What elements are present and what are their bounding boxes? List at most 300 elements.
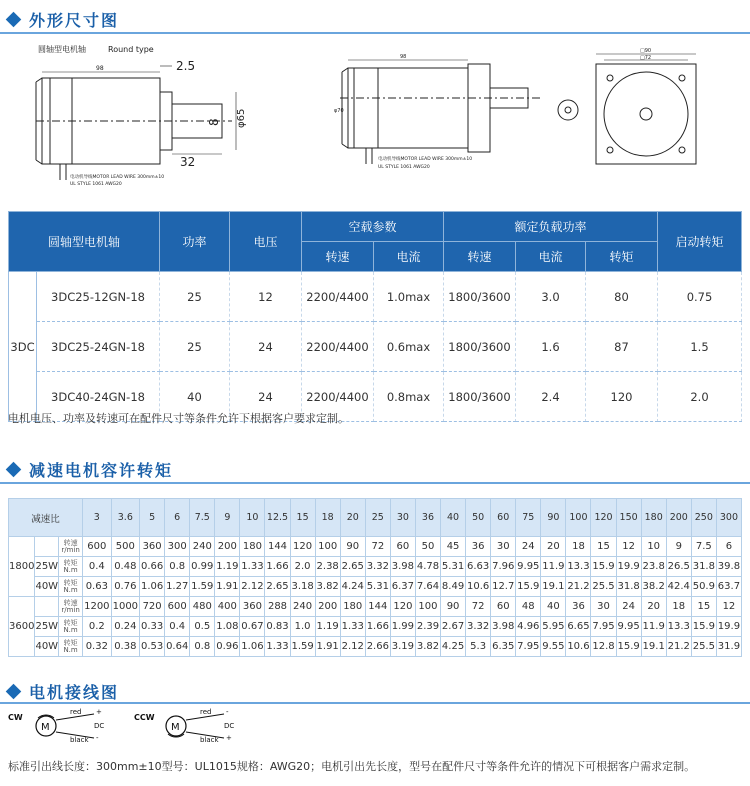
rpm-cell: 200 xyxy=(215,537,240,557)
torque-label-bottom: N.m xyxy=(63,645,78,654)
rpm-cell: 120 xyxy=(390,597,415,617)
rpm-cell: 15 xyxy=(591,537,616,557)
rpm-label-bottom: r/min xyxy=(61,545,80,554)
header-noload-speed: 转速 xyxy=(302,242,374,272)
rpm-cell: 50 xyxy=(415,537,440,557)
rpm-cell: 18 xyxy=(666,597,691,617)
torque-label-bottom: N.m xyxy=(63,585,78,594)
torque-cell: 1.33 xyxy=(240,557,265,577)
noload-current-cell: 0.6max xyxy=(374,322,444,372)
power-cell: 25 xyxy=(160,322,230,372)
header-rated: 额定负载功率 xyxy=(444,212,658,242)
torque-label-top: 转矩 xyxy=(63,638,78,647)
torque-cell: 1.59 xyxy=(190,577,215,597)
header-noload: 空载参数 xyxy=(302,212,444,242)
torque-label xyxy=(59,617,83,637)
torque-cell: 1.27 xyxy=(165,577,190,597)
table-row xyxy=(9,597,742,617)
rpm-cell: 7.5 xyxy=(691,537,716,557)
torque-cell: 0.67 xyxy=(240,617,265,637)
diamond-bullet-icon xyxy=(6,684,22,700)
ratio-cell: 150 xyxy=(616,499,641,537)
rated-torque-cell: 87 xyxy=(586,322,658,372)
torque-label xyxy=(59,557,83,577)
torque-cell: 15.9 xyxy=(516,577,541,597)
ratio-cell: 30 xyxy=(390,499,415,537)
torque-cell: 11.9 xyxy=(641,617,666,637)
torque-cell: 15.9 xyxy=(616,637,641,657)
rpm-cell: 20 xyxy=(641,597,666,617)
torque-cell: 9.95 xyxy=(616,617,641,637)
model-cell: 3DC25-24GN-18 xyxy=(37,322,160,372)
dim-72: □72 xyxy=(640,55,652,61)
noload-speed-cell: 2200/4400 xyxy=(302,372,374,422)
torque-cell: 26.5 xyxy=(666,557,691,577)
lead-wire-label-side: 电动机导线MOTOR LEAD WIRE 300mm±10 xyxy=(378,157,473,162)
cw-label: CW xyxy=(8,713,23,722)
torque-cell: 7.95 xyxy=(591,617,616,637)
header-rated-current: 电流 xyxy=(516,242,586,272)
torque-cell: 0.96 xyxy=(215,637,240,657)
rpm-cell: 180 xyxy=(340,597,365,617)
torque-cell: 1.06 xyxy=(140,577,165,597)
dc-label: DC xyxy=(224,722,235,730)
torque-cell: 6.35 xyxy=(491,637,516,657)
rpm-cell: 720 xyxy=(140,597,165,617)
ratio-cell: 100 xyxy=(566,499,591,537)
drawing-label-en: Round type xyxy=(108,45,154,54)
speed-group-cell: 3600 xyxy=(9,597,35,657)
torque-cell: 19.1 xyxy=(641,637,666,657)
noload-current-cell: 0.8max xyxy=(374,372,444,422)
torque-cell: 1.19 xyxy=(315,617,340,637)
torque-cell: 0.24 xyxy=(111,617,140,637)
torque-cell: 1.19 xyxy=(215,557,240,577)
rpm-cell: 300 xyxy=(165,537,190,557)
front-view-drawing xyxy=(36,66,236,180)
torque-cell: 5.31 xyxy=(441,557,466,577)
lead-wire-style-side: UL STYLE 1061 AWG20 xyxy=(378,165,430,170)
dim-98: 98 xyxy=(96,65,104,72)
customization-note: 电机电压、功率及转速可在配件尺寸等条件允许下根据客户要求定制。 xyxy=(8,412,349,425)
torque-cell: 31.9 xyxy=(716,637,741,657)
torque-cell: 25.5 xyxy=(591,577,616,597)
torque-cell: 0.66 xyxy=(140,557,165,577)
voltage-cell: 12 xyxy=(230,272,302,322)
minus-label: - xyxy=(96,734,99,742)
blank-cell xyxy=(35,597,59,617)
torque-cell: 5.3 xyxy=(466,637,491,657)
ratio-cell: 12.5 xyxy=(265,499,290,537)
section-divider xyxy=(0,482,750,484)
torque-cell: 0.2 xyxy=(83,617,112,637)
torque-cell: 0.8 xyxy=(165,557,190,577)
diamond-bullet-icon xyxy=(6,12,22,28)
motor-cw-letter: M xyxy=(41,722,50,733)
torque-cell: 9.55 xyxy=(541,637,566,657)
dim-2-5: 2.5 xyxy=(176,59,196,73)
minus-label: - xyxy=(226,708,229,716)
rpm-label xyxy=(59,597,83,617)
rpm-cell: 600 xyxy=(83,537,112,557)
rated-speed-cell: 1800/3600 xyxy=(444,322,516,372)
table-row xyxy=(9,272,742,322)
torque-cell: 1.08 xyxy=(215,617,240,637)
torque-cell: 23.8 xyxy=(641,557,666,577)
side-view-drawing xyxy=(340,60,578,164)
plus-label: + xyxy=(226,734,232,742)
torque-cell: 21.2 xyxy=(666,637,691,657)
dim-90: □90 xyxy=(640,48,652,54)
rated-current-cell: 1.6 xyxy=(516,322,586,372)
group-cell: 3DC xyxy=(9,272,37,422)
noload-current-cell: 1.0max xyxy=(374,272,444,322)
torque-cell: 10.6 xyxy=(466,577,491,597)
rpm-cell: 600 xyxy=(165,597,190,617)
torque-label-bottom: N.m xyxy=(63,565,78,574)
rated-speed-cell: 1800/3600 xyxy=(444,372,516,422)
ratio-cell: 50 xyxy=(466,499,491,537)
rpm-cell: 45 xyxy=(441,537,466,557)
torque-cell: 3.98 xyxy=(390,557,415,577)
torque-cell: 0.53 xyxy=(140,637,165,657)
torque-cell: 31.8 xyxy=(616,577,641,597)
power-label: 40W xyxy=(35,637,59,657)
lead-wire-style: UL STYLE 1061 AWG20 xyxy=(70,182,122,187)
rpm-cell: 48 xyxy=(516,597,541,617)
ratio-cell: 3.6 xyxy=(111,499,140,537)
lead-wire-label: 电动机导线MOTOR LEAD WIRE 300mm±10 xyxy=(70,175,165,180)
model-cell: 3DC25-12GN-18 xyxy=(37,272,160,322)
torque-cell: 3.32 xyxy=(365,557,390,577)
section-divider xyxy=(0,32,750,34)
rpm-cell: 144 xyxy=(365,597,390,617)
ratio-cell: 10 xyxy=(240,499,265,537)
torque-cell: 1.33 xyxy=(340,617,365,637)
torque-cell: 0.48 xyxy=(111,557,140,577)
dc-label: DC xyxy=(94,722,105,730)
start-torque-cell: 1.5 xyxy=(658,322,742,372)
rpm-cell: 18 xyxy=(566,537,591,557)
blank-cell xyxy=(35,537,59,557)
torque-label xyxy=(59,577,83,597)
torque-cell: 31.8 xyxy=(691,557,716,577)
torque-cell: 7.96 xyxy=(491,557,516,577)
torque-cell: 2.65 xyxy=(265,577,290,597)
wiring-diagram xyxy=(8,704,308,744)
torque-cell: 4.24 xyxy=(340,577,365,597)
table-row xyxy=(9,537,742,557)
power-label: 25W xyxy=(35,557,59,577)
rpm-label-bottom: r/min xyxy=(61,605,80,614)
rpm-label-top: 转速 xyxy=(63,598,78,607)
diamond-bullet-icon xyxy=(6,462,22,478)
ratio-cell: 75 xyxy=(516,499,541,537)
spec-table xyxy=(8,211,742,422)
power-label: 25W xyxy=(35,617,59,637)
plus-label: + xyxy=(96,708,102,716)
reduction-torque-table xyxy=(8,498,742,657)
header-start-torque: 启动转矩 xyxy=(658,212,742,272)
motor-ccw-letter: M xyxy=(171,722,180,733)
ratio-cell: 7.5 xyxy=(190,499,215,537)
torque-cell: 6.65 xyxy=(566,617,591,637)
rpm-cell: 1200 xyxy=(83,597,112,617)
rpm-cell: 90 xyxy=(441,597,466,617)
torque-label-top: 转矩 xyxy=(63,618,78,627)
rpm-cell: 60 xyxy=(390,537,415,557)
torque-cell: 19.9 xyxy=(716,617,741,637)
table-row xyxy=(9,617,742,637)
ratio-cell: 120 xyxy=(591,499,616,537)
ratio-cell: 5 xyxy=(140,499,165,537)
flange-view-drawing xyxy=(596,54,696,164)
torque-cell: 42.4 xyxy=(666,577,691,597)
torque-cell: 2.66 xyxy=(365,637,390,657)
torque-cell: 15.9 xyxy=(691,617,716,637)
torque-label-bottom: N.m xyxy=(63,625,78,634)
rpm-cell: 1000 xyxy=(111,597,140,617)
torque-cell: 1.33 xyxy=(265,637,290,657)
dimension-drawings xyxy=(0,40,750,200)
torque-cell: 0.33 xyxy=(140,617,165,637)
torque-cell: 19.1 xyxy=(541,577,566,597)
rated-torque-cell: 80 xyxy=(586,272,658,322)
torque-cell: 3.18 xyxy=(290,577,315,597)
torque-cell: 0.99 xyxy=(190,557,215,577)
torque-cell: 3.82 xyxy=(415,637,440,657)
torque-cell: 2.38 xyxy=(315,557,340,577)
torque-cell: 1.66 xyxy=(365,617,390,637)
torque-cell: 0.5 xyxy=(190,617,215,637)
torque-cell: 1.91 xyxy=(315,637,340,657)
rpm-cell: 400 xyxy=(215,597,240,617)
torque-cell: 6.63 xyxy=(466,557,491,577)
ratio-cell: 9 xyxy=(215,499,240,537)
ratio-cell: 200 xyxy=(666,499,691,537)
torque-cell: 63.7 xyxy=(716,577,741,597)
rpm-cell: 360 xyxy=(140,537,165,557)
torque-cell: 3.32 xyxy=(466,617,491,637)
torque-cell: 10.6 xyxy=(566,637,591,657)
rated-speed-cell: 1800/3600 xyxy=(444,272,516,322)
ratio-label: 减速比 xyxy=(9,499,83,537)
torque-cell: 0.32 xyxy=(83,637,112,657)
table-row xyxy=(9,322,742,372)
dim-65: φ65 xyxy=(236,108,247,128)
torque-cell: 0.83 xyxy=(265,617,290,637)
torque-cell: 7.95 xyxy=(516,637,541,657)
torque-cell: 1.59 xyxy=(290,637,315,657)
torque-cell: 1.66 xyxy=(265,557,290,577)
torque-cell: 6.37 xyxy=(390,577,415,597)
rpm-cell: 20 xyxy=(541,537,566,557)
header-noload-current: 电流 xyxy=(374,242,444,272)
header-power: 功率 xyxy=(160,212,230,272)
ratio-cell: 90 xyxy=(541,499,566,537)
ratio-cell: 250 xyxy=(691,499,716,537)
torque-cell: 38.2 xyxy=(641,577,666,597)
torque-cell: 2.12 xyxy=(340,637,365,657)
torque-cell: 0.76 xyxy=(111,577,140,597)
torque-cell: 0.4 xyxy=(83,557,112,577)
torque-cell: 15.9 xyxy=(591,557,616,577)
table-row xyxy=(9,637,742,657)
rpm-cell: 10 xyxy=(641,537,666,557)
ratio-cell: 18 xyxy=(315,499,340,537)
table-row xyxy=(9,577,742,597)
torque-cell: 1.0 xyxy=(290,617,315,637)
rated-torque-cell: 120 xyxy=(586,372,658,422)
torque-label-top: 转矩 xyxy=(63,558,78,567)
rpm-cell: 36 xyxy=(566,597,591,617)
power-cell: 40 xyxy=(160,372,230,422)
rpm-cell: 40 xyxy=(541,597,566,617)
black-wire-label: black xyxy=(70,736,89,744)
rpm-cell: 180 xyxy=(240,537,265,557)
black-wire-label: black xyxy=(200,736,219,744)
torque-cell: 21.2 xyxy=(566,577,591,597)
section-title-torque: 减速电机容许转矩 xyxy=(8,458,173,481)
rpm-cell: 120 xyxy=(290,537,315,557)
ratio-cell: 36 xyxy=(415,499,440,537)
header-name: 圆轴型电机轴 xyxy=(9,212,160,272)
torque-cell: 2.12 xyxy=(240,577,265,597)
red-wire-label: red xyxy=(200,708,212,716)
table-row xyxy=(9,557,742,577)
torque-cell: 4.78 xyxy=(415,557,440,577)
dim-98-side: 98 xyxy=(400,54,407,60)
rpm-cell: 30 xyxy=(491,537,516,557)
torque-cell: 3.98 xyxy=(491,617,516,637)
torque-cell: 5.95 xyxy=(541,617,566,637)
rpm-cell: 72 xyxy=(466,597,491,617)
torque-cell: 2.39 xyxy=(415,617,440,637)
model-cell: 3DC40-24GN-18 xyxy=(37,372,160,422)
torque-label-top: 转矩 xyxy=(63,578,78,587)
start-torque-cell: 2.0 xyxy=(658,372,742,422)
torque-cell: 3.82 xyxy=(315,577,340,597)
torque-cell: 4.96 xyxy=(516,617,541,637)
torque-cell: 2.67 xyxy=(441,617,466,637)
rpm-cell: 500 xyxy=(111,537,140,557)
rpm-cell: 360 xyxy=(240,597,265,617)
torque-cell: 50.9 xyxy=(691,577,716,597)
rpm-cell: 6 xyxy=(716,537,741,557)
torque-cell: 13.3 xyxy=(566,557,591,577)
rpm-cell: 24 xyxy=(516,537,541,557)
rpm-cell: 240 xyxy=(290,597,315,617)
torque-cell: 3.19 xyxy=(390,637,415,657)
rpm-cell: 9 xyxy=(666,537,691,557)
ratio-cell: 3 xyxy=(83,499,112,537)
section-title-dimensions: 外形尺寸图 xyxy=(8,8,119,31)
rpm-cell: 90 xyxy=(340,537,365,557)
torque-cell: 39.8 xyxy=(716,557,741,577)
rpm-cell: 60 xyxy=(491,597,516,617)
torque-cell: 0.8 xyxy=(190,637,215,657)
rpm-cell: 480 xyxy=(190,597,215,617)
header-rated-speed: 转速 xyxy=(444,242,516,272)
rpm-label-top: 转速 xyxy=(63,538,78,547)
ratio-cell: 300 xyxy=(716,499,741,537)
ratio-cell: 15 xyxy=(290,499,315,537)
rpm-cell: 30 xyxy=(591,597,616,617)
torque-cell: 12.8 xyxy=(591,637,616,657)
ratio-cell: 40 xyxy=(441,499,466,537)
rpm-cell: 36 xyxy=(466,537,491,557)
dim-70: φ70 xyxy=(334,108,344,114)
torque-cell: 7.64 xyxy=(415,577,440,597)
rpm-cell: 12 xyxy=(716,597,741,617)
rpm-cell: 288 xyxy=(265,597,290,617)
torque-cell: 8.49 xyxy=(441,577,466,597)
rpm-cell: 240 xyxy=(190,537,215,557)
red-wire-label: red xyxy=(70,708,82,716)
speed-group-cell: 1800 xyxy=(9,537,35,597)
rpm-label xyxy=(59,537,83,557)
torque-cell: 2.0 xyxy=(290,557,315,577)
header-rated-torque: 转矩 xyxy=(586,242,658,272)
voltage-cell: 24 xyxy=(230,372,302,422)
noload-speed-cell: 2200/4400 xyxy=(302,322,374,372)
torque-cell: 13.3 xyxy=(666,617,691,637)
section-title-wiring: 电机接线图 xyxy=(8,680,119,703)
torque-cell: 25.5 xyxy=(691,637,716,657)
power-label: 40W xyxy=(35,577,59,597)
ratio-cell: 25 xyxy=(365,499,390,537)
ratio-header-row xyxy=(9,499,742,537)
torque-cell: 5.31 xyxy=(365,577,390,597)
torque-cell: 11.9 xyxy=(541,557,566,577)
rpm-cell: 15 xyxy=(691,597,716,617)
torque-cell: 0.64 xyxy=(165,637,190,657)
torque-cell: 0.38 xyxy=(111,637,140,657)
rpm-cell: 12 xyxy=(616,537,641,557)
ratio-cell: 60 xyxy=(491,499,516,537)
torque-cell: 0.4 xyxy=(165,617,190,637)
torque-label xyxy=(59,637,83,657)
torque-cell: 1.91 xyxy=(215,577,240,597)
power-cell: 25 xyxy=(160,272,230,322)
voltage-cell: 24 xyxy=(230,322,302,372)
torque-cell: 19.9 xyxy=(616,557,641,577)
rpm-cell: 100 xyxy=(415,597,440,617)
torque-cell: 1.06 xyxy=(240,637,265,657)
dim-32: 32 xyxy=(180,155,196,169)
dim-8: 8 xyxy=(207,118,221,126)
rpm-cell: 72 xyxy=(365,537,390,557)
rpm-cell: 200 xyxy=(315,597,340,617)
ratio-cell: 180 xyxy=(641,499,666,537)
rpm-cell: 100 xyxy=(315,537,340,557)
torque-cell: 1.99 xyxy=(390,617,415,637)
torque-cell: 2.65 xyxy=(340,557,365,577)
drawing-label-cn: 圆轴型电机轴 xyxy=(38,45,86,54)
ratio-cell: 6 xyxy=(165,499,190,537)
torque-cell: 12.7 xyxy=(491,577,516,597)
torque-cell: 9.95 xyxy=(516,557,541,577)
ratio-cell: 20 xyxy=(340,499,365,537)
ccw-label: CCW xyxy=(134,713,155,722)
torque-cell: 4.25 xyxy=(441,637,466,657)
rated-current-cell: 2.4 xyxy=(516,372,586,422)
rpm-cell: 24 xyxy=(616,597,641,617)
wire-spec-note: 标准引出线长度：300mm±10型号：UL1015规格：AWG20；电机引出先长度，型号在配件尺寸等条件允许的情况下可根据客户需求定制。 xyxy=(8,760,696,773)
header-voltage: 电压 xyxy=(230,212,302,272)
noload-speed-cell: 2200/4400 xyxy=(302,272,374,322)
rated-current-cell: 3.0 xyxy=(516,272,586,322)
